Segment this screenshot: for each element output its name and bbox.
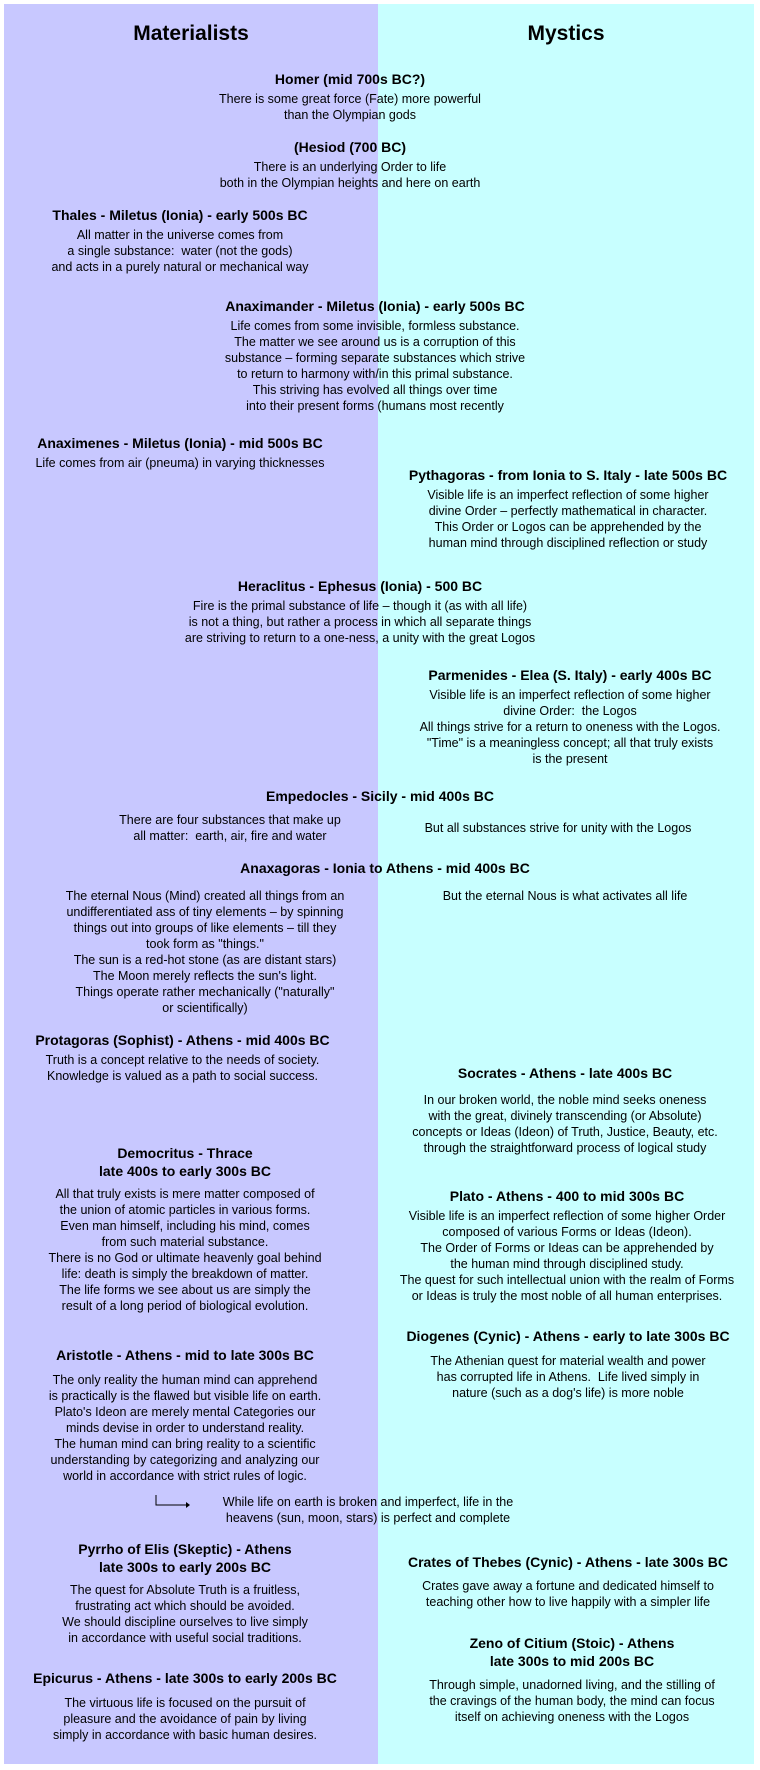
- empedocles-title: [220, 787, 540, 808]
- heraclitus-entry: [150, 577, 570, 646]
- socrates-title: Socrates - Athens - late 400s BC: [457, 1065, 673, 1081]
- crates-title: Crates of Thebes (Cynic) - Athens - late 300s BC: [407, 1554, 728, 1570]
- hesiod-title: (Hesiod (700 BC): [293, 139, 407, 155]
- anaxagoras-title-text: Anaxagoras - Ionia to Athens - mid 400s BC: [240, 860, 530, 876]
- democritus-entry: [20, 1144, 350, 1314]
- democritus-text: All that truly exists is mere matter composed of the union of atomic particles in various forms. Even man himself, including his mind, comes from such material substance. There is no God or ultimate heavenly goal behind life: death is simply the breakdown of matter. The life forms we see about us are simply the result of a long period of biological evolution.: [48, 1187, 322, 1313]
- hesiod-text: There is an underlying Order to life both in the Olympian heights and here on earth: [219, 160, 481, 190]
- mystics-header: Mystics: [527, 22, 605, 45]
- anaxagoras-title: [200, 859, 570, 880]
- arrow-icon: [152, 1494, 192, 1510]
- anaximander-title: Anaximander - Miletus (Ionia) - early 500s BC: [225, 298, 525, 314]
- anaxagoras-materialist-text: The eternal Nous (Mind) created all things from an undifferentiated ass of tiny elements – by spinning things out into groups of like elements – till they took form as "things." The sun is a red-hot stone (as are distant stars) The Moon merely reflects the sun's light. Things operate rather mechanically ("naturally" or scientifically): [65, 889, 345, 1015]
- anaximander-text: Life comes from some invisible, formless substance. The matter we see around us is a corruption of this substance – forming separate substances which strive to return to harmony with/in this primal substance. This striving has evolved all things over time into their present forms (humans most recently: [224, 319, 526, 413]
- plato-title: Plato - Athens - 400 to mid 300s BC: [449, 1188, 685, 1204]
- pyrrho-entry: [20, 1540, 350, 1646]
- heraclitus-title: Heraclitus - Ephesus (Ionia) - 500 BC: [237, 578, 483, 594]
- pythagoras-title: Pythagoras - from Ionia to S. Italy - late 500s BC: [408, 467, 728, 483]
- homer-text: There is some great force (Fate) more powerful than the Olympian gods: [219, 92, 481, 122]
- socrates-entry: [390, 1064, 740, 1156]
- plato-entry: [384, 1187, 750, 1304]
- homer-title: Homer (mid 700s BC?): [274, 71, 426, 87]
- thales-title: Thales - Miletus (Ionia) - early 500s BC: [52, 207, 308, 223]
- parmenides-title: Parmenides - Elea (S. Italy) - early 400s BC: [428, 667, 712, 683]
- crates-text: Crates gave away a fortune and dedicated himself to teaching other how to live happily with a simpler life: [422, 1579, 714, 1609]
- anaximenes-text: Life comes from air (pneuma) in varying thicknesses: [35, 456, 325, 470]
- aristotle-note: While life on earth is broken and imperfect, life in the heavens (sun, moon, stars) is perfect and complete: [222, 1495, 514, 1525]
- socrates-text: In our broken world, the noble mind seeks oneness with the great, divinely transcending (or Absolute) concepts or Ideas (Ideon) of Truth, Justice, Beauty, etc. through the straightforward process of logical study: [412, 1093, 718, 1155]
- protagoras-entry: [10, 1031, 355, 1084]
- parmenides-entry: [390, 666, 750, 767]
- zeno-entry: [392, 1634, 752, 1725]
- pythagoras-entry: [388, 466, 748, 551]
- protagoras-title: Protagoras (Sophist) - Athens - mid 400s BC: [35, 1032, 330, 1048]
- zeno-text: Through simple, unadorned living, and the stilling of the cravings of the human body, the mind can focus itself on achieving oneness with the Logos: [429, 1678, 715, 1724]
- crates-entry: [386, 1553, 750, 1610]
- diogenes-text: The Athenian quest for material wealth and power has corrupted life in Athens. Life lived simply in nature (such as a dog's life) is more noble: [430, 1354, 706, 1400]
- empedocles-mystic-text: But all substances strive for unity with the Logos: [424, 821, 692, 835]
- zeno-title: Zeno of Citium (Stoic) - Athens late 300s to mid 200s BC: [469, 1635, 675, 1669]
- protagoras-text: Truth is a concept relative to the needs of society. Knowledge is valued as a path to social success.: [45, 1053, 320, 1083]
- aristotle-text: The only reality the human mind can apprehend is practically is the flawed but visible life on earth. Plato's Ideon are merely mental Categories our minds devise in order to understand reality. The human mind can bring reality to a scientific understanding by categorizing and analyzing our world in accordance with strict rules of logic.: [48, 1373, 322, 1483]
- heraclitus-text: Fire is the primal substance of life – though it (as with all life) is not a thing, but rather a process in which all separate things are striving to return to a one-ness, a unity with the great Logos: [184, 599, 536, 645]
- homer-entry: [180, 70, 520, 123]
- anaxagoras-mystic-text: But the eternal Nous is what activates all life: [442, 889, 688, 903]
- epicurus-title: Epicurus - Athens - late 300s to early 200s BC: [33, 1670, 337, 1686]
- aristotle-title: Aristotle - Athens - mid to late 300s BC: [56, 1347, 314, 1363]
- diogenes-entry: [386, 1327, 750, 1401]
- pythagoras-text: Visible life is an imperfect reflection of some higher divine Order – perfectly mathematical in character. This Order or Logos can be apprehended by the human mind through disciplined reflection or study: [427, 488, 709, 550]
- empedocles-materialist-text: There are four substances that make up all matter: earth, air, fire and water: [119, 813, 341, 843]
- materialists-header: Materialists: [133, 22, 249, 45]
- anaximander-entry: [190, 297, 560, 414]
- thales-text: All matter in the universe comes from a single substance: water (not the gods) and acts in a purely natural or mechanical way: [51, 228, 309, 274]
- pyrrho-text: The quest for Absolute Truth is a fruitless, frustrating act which should be avoided. We should discipline ourselves to live simply in accordance with useful social traditions.: [62, 1583, 308, 1645]
- anaximenes-entry: [10, 434, 350, 471]
- anaximenes-title: Anaximenes - Miletus (Ionia) - mid 500s BC: [37, 435, 323, 451]
- epicurus-text: The virtuous life is focused on the pursuit of pleasure and the avoidance of pain by living simply in accordance with basic human desires.: [52, 1696, 317, 1742]
- democritus-title: Democritus - Thrace late 400s to early 300s BC: [99, 1145, 271, 1179]
- thales-entry: [20, 206, 340, 275]
- pyrrho-title: Pyrrho of Elis (Skeptic) - Athens late 300s to early 200s BC: [78, 1541, 292, 1575]
- diogenes-title: Diogenes (Cynic) - Athens - early to late 300s BC: [406, 1328, 730, 1344]
- plato-text: Visible life is an imperfect reflection of some higher Order composed of various Forms or Ideas (Ideon). The Order of Forms or Ideas can be apprehended by the human mind through disciplined study. The quest for such intellectual union with the realm of Forms or Ideas is truly the most noble of all human enterprises.: [399, 1209, 735, 1303]
- hesiod-entry: [180, 138, 520, 191]
- empedocles-title-text: Empedocles - Sicily - mid 400s BC: [266, 788, 494, 804]
- epicurus-entry: [10, 1669, 360, 1743]
- aristotle-entry: [20, 1346, 350, 1484]
- parmenides-text: Visible life is an imperfect reflection of some higher divine Order: the Logos All things strive for a return to oneness with the Logos. "Time" is a meaningless concept; all that truly exists is the present: [419, 688, 721, 766]
